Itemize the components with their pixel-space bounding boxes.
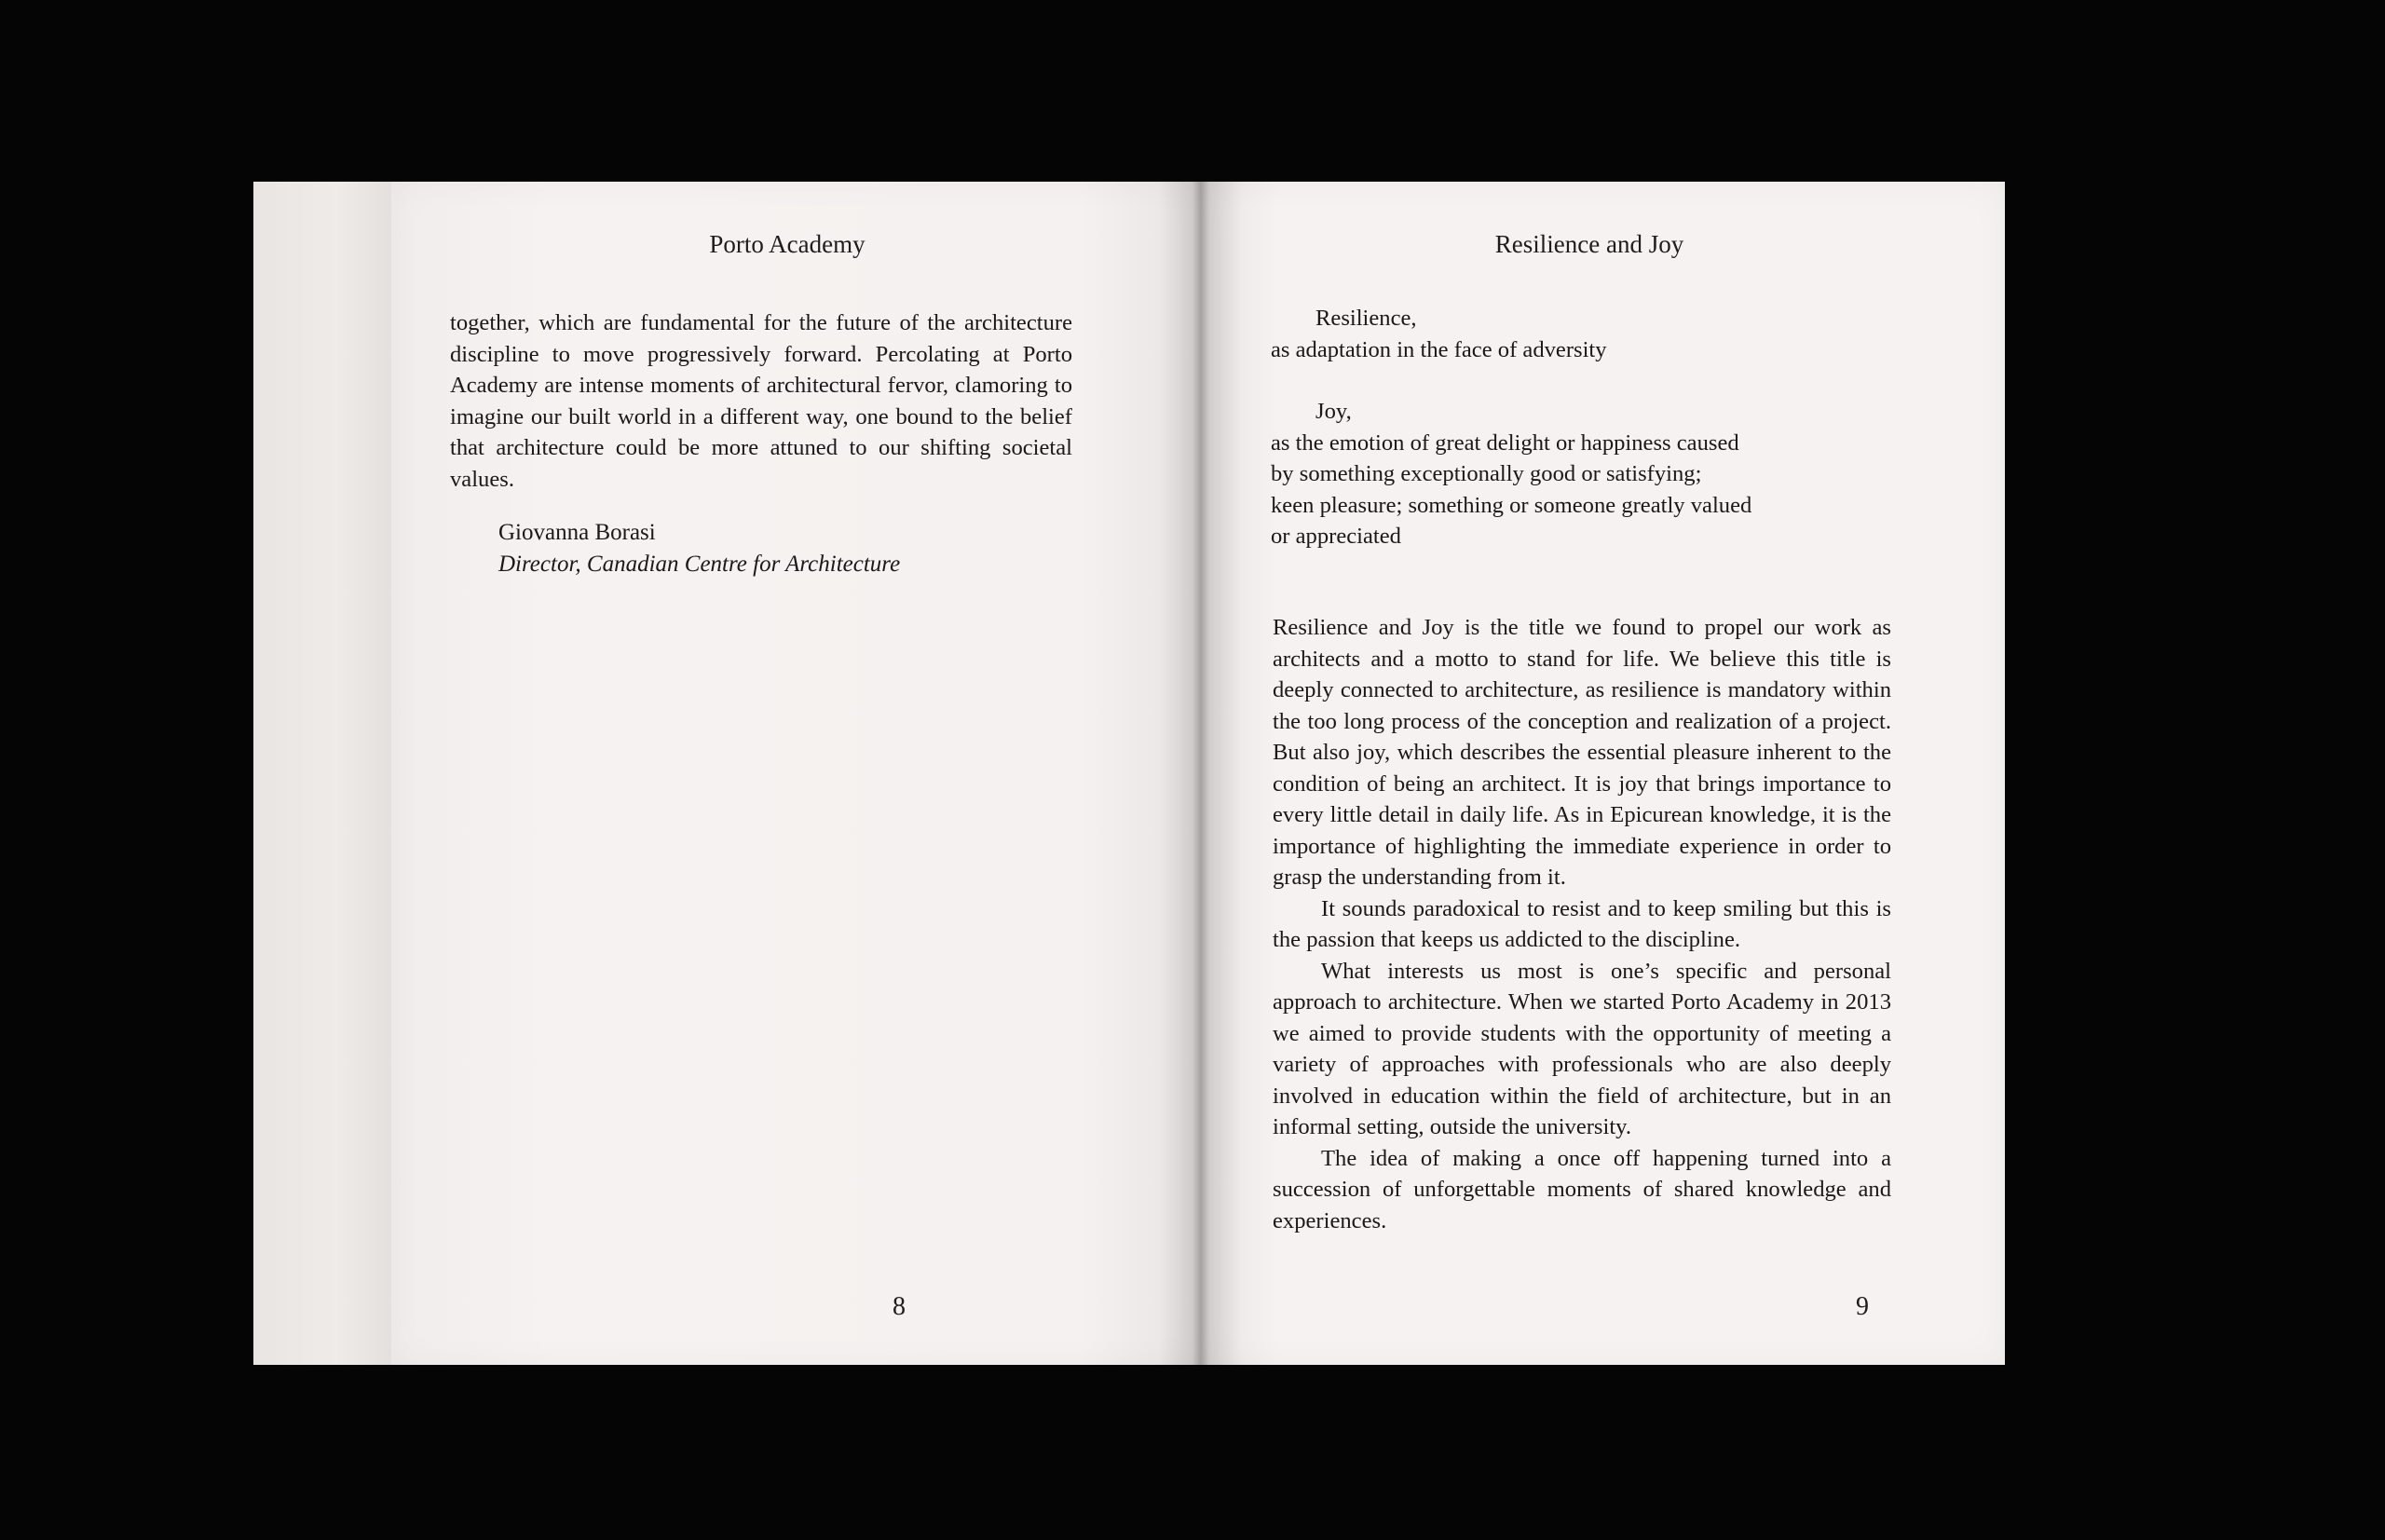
poem-word-joy: Joy, bbox=[1315, 399, 1352, 424]
right-paragraph: The idea of making a once off happening turned into a succession of unforgettable moments of shared knowledge and experiences. bbox=[1273, 1145, 1891, 1233]
signature-block bbox=[498, 517, 900, 580]
right-paragraph: What interests us most is one’s specific and personal approach to architecture. When we started Porto Academy in 2013 we aimed to provide students with the opportunity of meeting a variety of approaches with professionals who are also deeply involved in education within the field of architecture, but in an informal setting, outside the university. bbox=[1273, 958, 1891, 1139]
definition-poem bbox=[1271, 303, 1867, 552]
open-book bbox=[253, 182, 2005, 1365]
right-page bbox=[1198, 182, 2005, 1365]
poem-word-resilience: Resilience, bbox=[1315, 306, 1417, 331]
left-page-number: 8 bbox=[893, 1292, 906, 1321]
right-paragraph: Resilience and Joy is the title we found to propel our work as architects and a motto to stand for life. We believe this title is deeply connected to architecture, as resilience is mandatory within the too long process of the conception and realization of a project. But also joy, which describes the essential pleasure inherent to the condition of being an architect. It is joy that brings importance to every little detail in daily life. As in Epicurean knowledge, it is the importance of highlighting the immediate experience in order to grasp the understanding from it. bbox=[1273, 615, 1891, 890]
poem-line: as the emotion of great delight or happiness caused bbox=[1271, 429, 1739, 456]
poem-line: by something exceptionally good or satisfying; bbox=[1271, 461, 1702, 486]
left-paragraph: together, which are fundamental for the future of the architecture discipline to move progressively forward. Percolating at Porto Academy are intense moments of architectural fervor, clamoring to imagine our built world in a different way, one bound to the belief that architecture could be more attuned to our shifting societal values. bbox=[450, 310, 1072, 492]
left-body-text bbox=[450, 307, 1072, 495]
left-page bbox=[391, 182, 1204, 1365]
poem-line: or appreciated bbox=[1271, 524, 1401, 549]
right-running-header: Resilience and Joy bbox=[1494, 230, 1684, 258]
right-body-text bbox=[1273, 612, 1891, 1236]
poem-line: keen pleasure; something or someone greatly valued bbox=[1271, 492, 1752, 518]
signature-role: Director, Canadian Centre for Architecture bbox=[498, 552, 901, 577]
right-paragraph: It sounds paradoxical to resist and to keep smiling but this is the passion that keeps us addicted to the discipline. bbox=[1273, 895, 1891, 952]
left-running-header: Porto Academy bbox=[709, 230, 865, 258]
stacked-page-edges bbox=[253, 182, 391, 1365]
poem-line: as adaptation in the face of adversity bbox=[1271, 336, 1607, 362]
signature-name: Giovanna Borasi bbox=[498, 520, 656, 545]
right-page-number: 9 bbox=[1856, 1292, 1869, 1321]
